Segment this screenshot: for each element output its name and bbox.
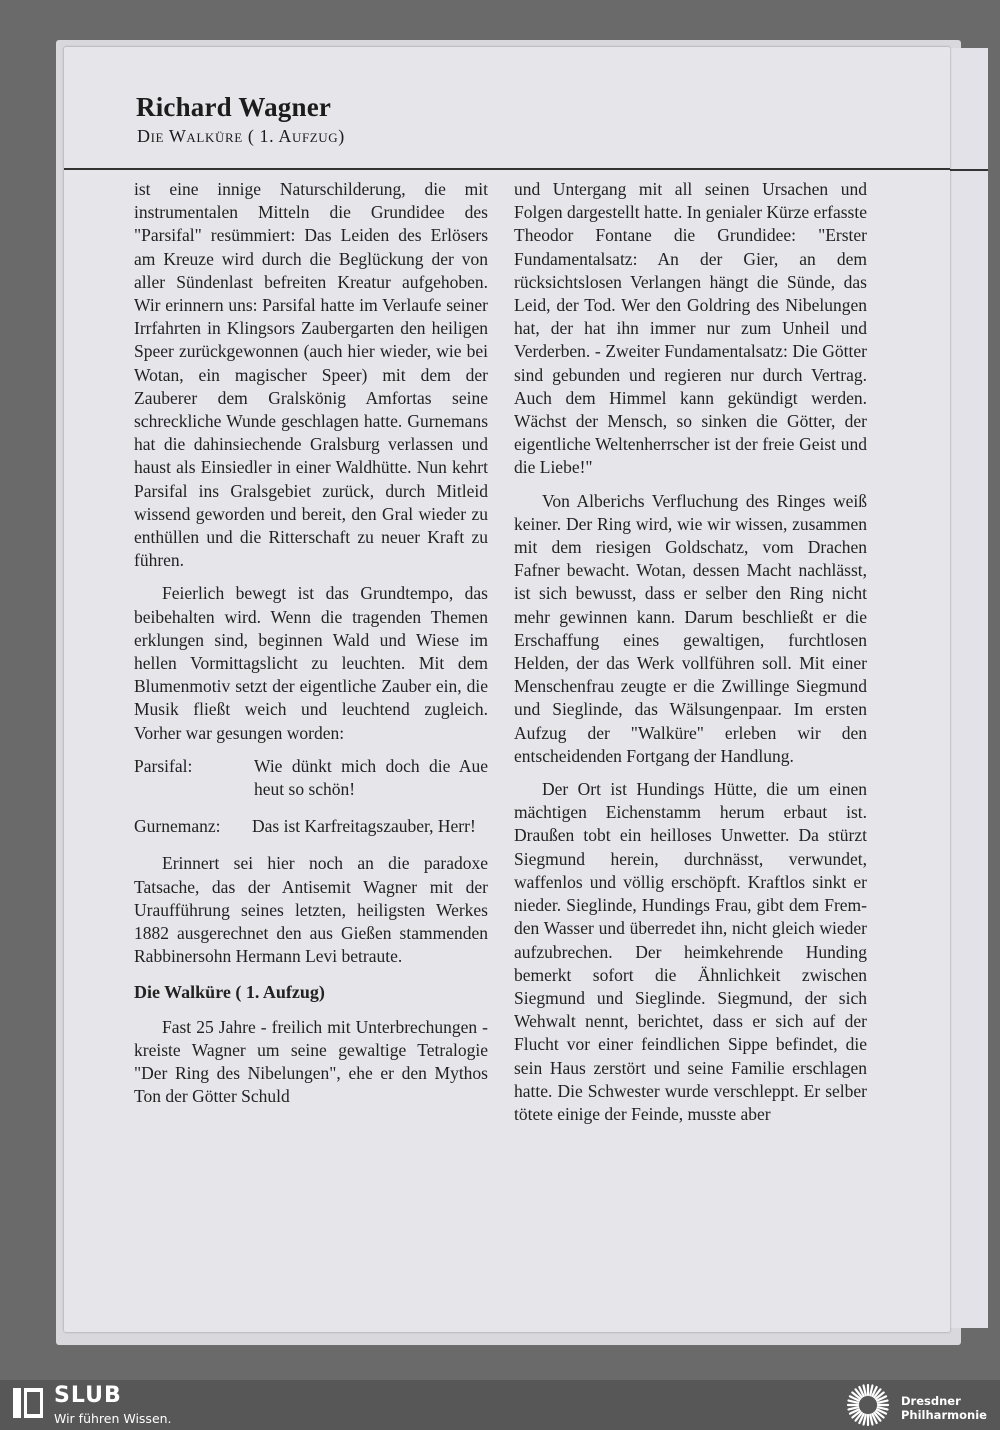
paragraph: Von Alberichs Verfluchung des Ringes weiß keiner. Der Ring wird, wie wir wissen, zusammen mit dem riesigen Goldschatz, vom Drachen Fafner bewacht. Wotan, dessen Macht nachlässt, ist sich bewusst, dass er selber den Ring nicht mehr gewinnen kann. Darum beschließt er die Erschaffung eines gewaltigen, furchtlosen Helden, der das Werk vollführen soll. Mit einer Menschenfrau zeugte er die Zwillinge Siegmund und Sieglinde, das Wälsungenpaar. Im ersten Aufzug der "Walküre" erleben wir den entscheidenden Fortgang der Handlung. (514, 490, 867, 766)
logo-ray (878, 1401, 888, 1403)
text-column-left (134, 178, 488, 1119)
section-heading: Die Walküre ( 1. Aufzug) (134, 981, 325, 1002)
paragraph: ist eine innige Naturschilderung, die mit instrumentalen Mitteln die Grundidee des "Parsifal" resümmiert: Das Leiden des Erlösers am Kreuze wird durch die Beglückung der von aller Sündenlast befreiten Kreatur aufgehoben. Wir erinnern uns: Parsifal hatte im Verlaufe seiner Irrfahrten in Klingsors Zaubergarten den heiligen Speer zurückgewonnen (auch hier wieder, wie bei Wotan, ein magischer Speer) mit dem der Zauberer dem Gralskönig Amfortas seine schreckliche Wunde geschlagen hatte. Gurnemans hat die dahinsiechende Gralsburg verlassen und haust als Einsiedler in einer Waldhütte. Nun kehrt Parsifal ins Gralsgebiet zurück, durch Mitleid wissend geworden und bereit, den Gral wieder zu enthüllen und die Ritterschaft zu neuer Kraft zu führen. (134, 179, 488, 571)
logo-ray (864, 1386, 866, 1396)
paragraph: Feierlich bewegt ist das Grundtempo, das beibehalten wird. Wenn die tragenden Themen erklungen sind, beginnen Wald und Wiese im hellen Vormittagslicht zu leuchten. Mit dem Blumenmotiv setzt der eigentliche Zauber ein, die Musik fließt weich und leuchtend zugleich. Vorher war gesungen worden: (134, 583, 488, 743)
dialogue-line (134, 755, 488, 801)
header-rule (64, 168, 950, 170)
paragraph: Erinnert sei hier noch an die paradoxe Tatsache, das der Antisemit Wagner mit der Uraufführung seines letzten, heiligsten Werkes 1882 ausgerechnet den aus Gießen stammenden Rabbinersohn Hermann Levi betraute. (134, 853, 488, 967)
logo-ray (878, 1407, 888, 1409)
logo-ray (849, 1407, 859, 1409)
logo-ray (870, 1386, 872, 1396)
sung-line: Das ist Karfreitagszauber, Herr! (252, 816, 476, 837)
logo-ray (870, 1415, 872, 1425)
partner-name-line1: Dresdner (901, 1394, 961, 1408)
sung-line: Wie dünkt mich doch die Aue heut so schön! (254, 755, 488, 800)
paragraph: Der Ort ist Hundings Hütte, die um einen mächtigen Eichenstamm herum erbaut ist. Draußen tobt ein heilloses Unwetter. Da stürzt Siegmund herein, durchnässt, verwundet, waffenlos und völlig erschöpft. Kraftlos sinkt er nieder. Sieglinde, Hundings Frau, gibt dem Fremden Wasser und überredet ihn, nicht gleich wieder aufzubrechen. Der heimkehrende Hunding bemerkt sofort die Ähnlichkeit zwischen Siegmund und Sieglinde. Siegmund, der sich Wehwalt nennt, berichtet, dass er sich auf der Flucht vor einer feindlichen Sippe befindet, die sein Haus zerstört und seine Familie erschlagen hatte. Die Schwester wurde verschleppt. Er selber tötete einige der Feinde, musste aber (514, 779, 867, 1124)
text-column-right (514, 178, 867, 1136)
dialogue-line (134, 815, 488, 838)
paragraph: und Untergang mit all seinen Ursachen und Folgen dargestellt hatte. In genialer Kürze erfasste Theodor Fontane die Grundidee: "Erster Fundamentalsatz: An der Gier, an dem rücksichtslosen Verlangen hängt die Sünde, das Leid, der Tod. Wer den Goldring des Nibelungen hat, der hat ihn immer nur zum Unheil und Verderben. - Zweiter Fundamentalsatz: Die Götter sind gebunden und regieren nur durch Vertrag. Auch dem Himmel kann gekündigt werden. Wächst der Mensch, so sinken die Götter, der eigentliche Weltenherrscher ist der freie Geist und die Liebe!" (514, 179, 867, 478)
logo-ray (864, 1415, 866, 1425)
speaker-name: Parsifal: (134, 755, 193, 776)
library-tagline: Wir führen Wissen. (54, 1411, 172, 1426)
partner-name-line2: Philharmonie (901, 1408, 987, 1422)
slub-book-icon (12, 1385, 44, 1421)
logo-ray (849, 1401, 859, 1403)
facing-page-edge (950, 48, 988, 1328)
page-subtitle: Die Walküre ( 1. Aufzug) (137, 126, 345, 146)
paragraph: Fast 25 Jahre - freilich mit Unterbrechungen - kreiste Wagner um seine gewaltige Tetralogie "Der Ring des Nibelungen", ehe er den Mythos Ton der Götter Schuld (134, 1016, 488, 1107)
speaker-name: Gurnemanz: (134, 816, 221, 837)
philharmonie-sunburst-logo (842, 1383, 894, 1427)
page-title: Richard Wagner (136, 92, 332, 122)
library-name: SLUB (54, 1383, 122, 1408)
facing-page-rule (950, 169, 988, 171)
